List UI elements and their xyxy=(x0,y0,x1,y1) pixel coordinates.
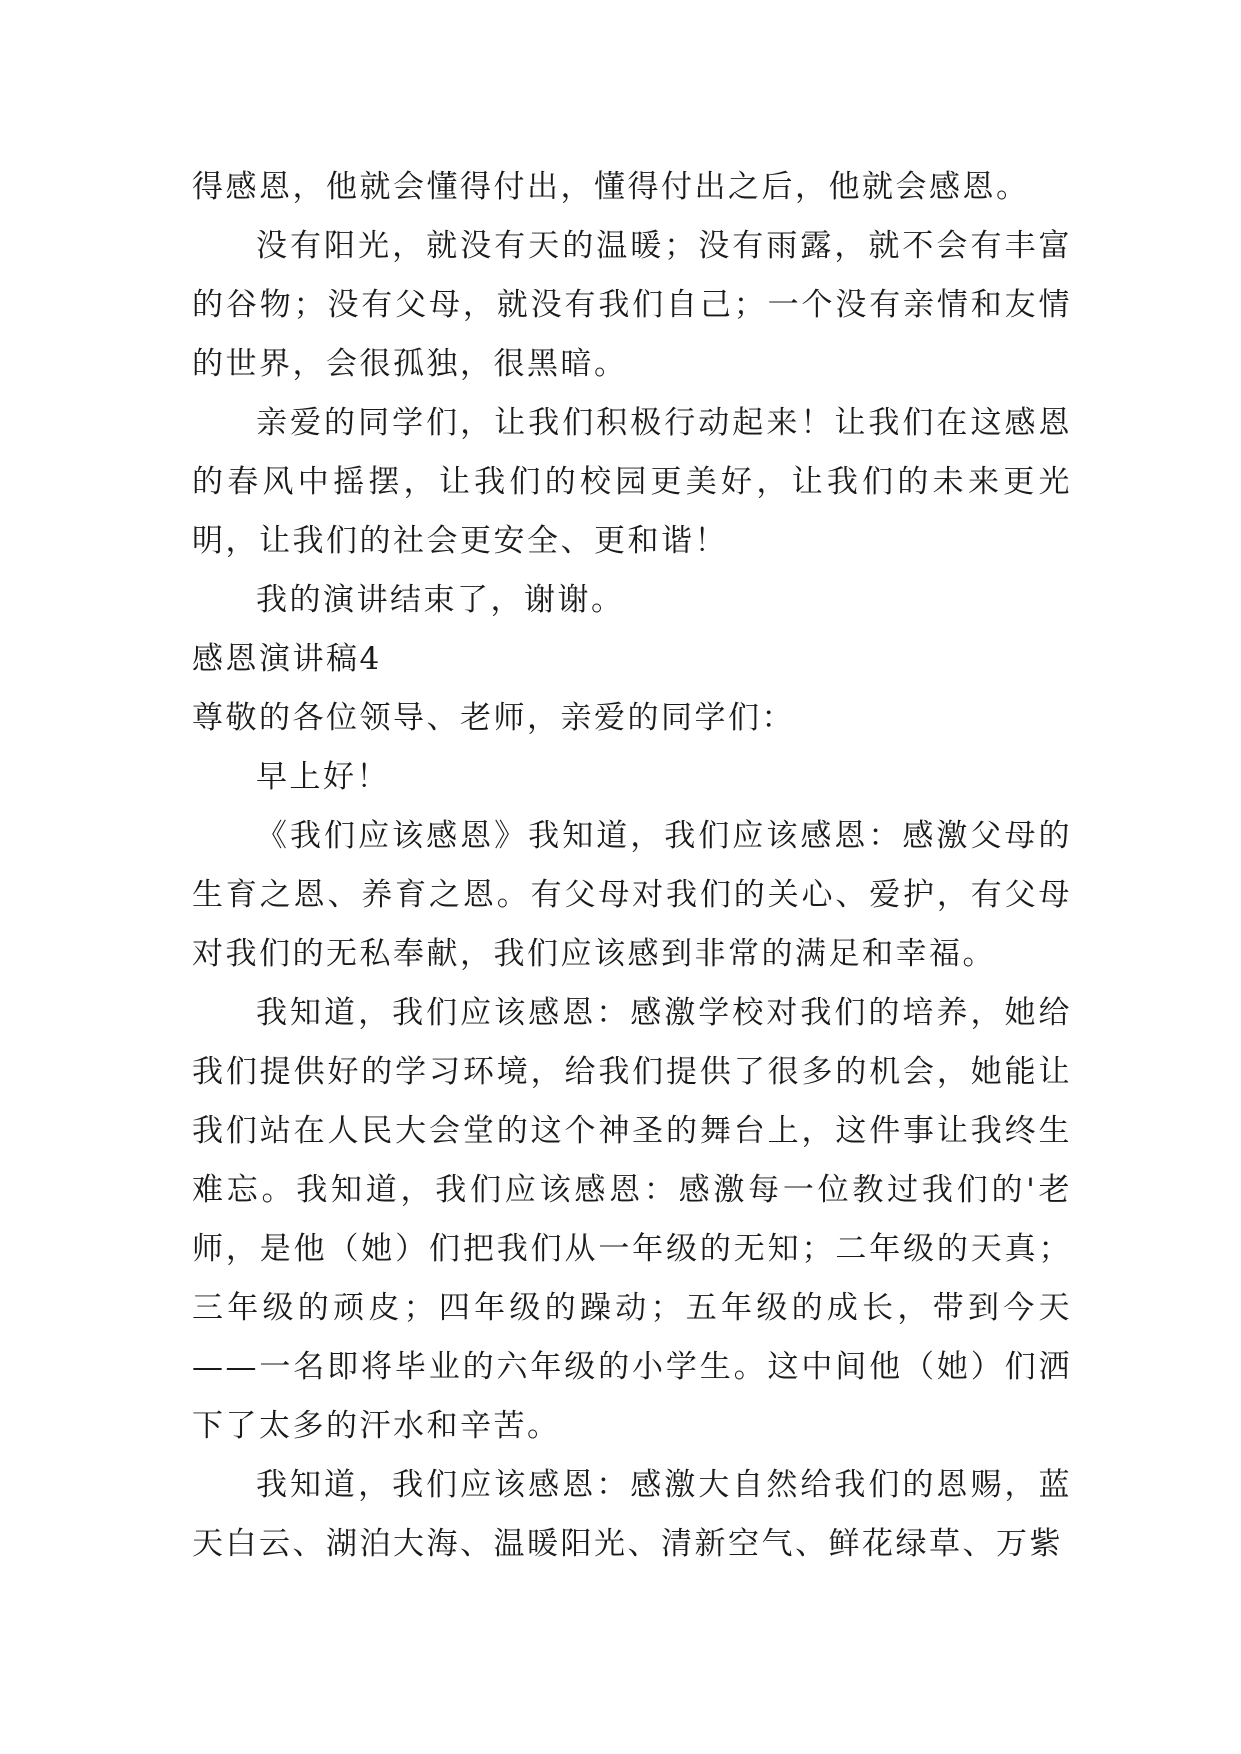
paragraph: 我知道，我们应该感恩：感激大自然给我们的恩赐，蓝天白云、湖泊大海、温暖阳光、清新空气、鲜花绿草、万紫 xyxy=(192,1467,1072,1562)
paragraph: 亲爱的同学们，让我们积极行动起来！让我们在这感恩的春风中摇摆，让我们的校园更美好，让我们的未来更光明，让我们的社会更安全、更和谐！ xyxy=(192,405,1072,559)
paragraph: 《我们应该感恩》我知道，我们应该感恩：感激父母的生育之恩、养育之恩。有父母对我们的关心、爱护，有父母对我们的无私奉献，我们应该感到非常的满足和幸福。 xyxy=(192,818,1072,972)
greeting: 早上好！ xyxy=(256,759,390,795)
paragraph: 我知道，我们应该感恩：感激学校对我们的培养，她给我们提供好的学习环境，给我们提供了很多的机会，她能让我们站在人民大会堂的这个神圣的舞台上，这件事让我终生难忘。我知道，我们应该感恩：感激每一位教过我们的'老师，是他（她）们把我们从一年级的无知；二年级的天真；三年级的顽皮；四年级的躁动；五年级的成长，带到今天——一名即将毕业的六年级的小学生。这中间他（她）们洒下了太多的汗水和辛苦。 xyxy=(192,995,1072,1444)
document-body xyxy=(192,158,1072,1574)
paragraph: 得感恩，他就会懂得付出，懂得付出之后，他就会感恩。 xyxy=(192,169,1030,205)
salutation: 尊敬的各位领导、老师，亲爱的同学们： xyxy=(192,700,795,736)
paragraph: 我的演讲结束了，谢谢。 xyxy=(256,582,625,618)
paragraph: 没有阳光，就没有天的温暖；没有雨露，就不会有丰富的谷物；没有父母，就没有我们自己；一个没有亲情和友情的世界，会很孤独，很黑暗。 xyxy=(192,228,1072,382)
section-heading: 感恩演讲稿4 xyxy=(192,641,382,677)
